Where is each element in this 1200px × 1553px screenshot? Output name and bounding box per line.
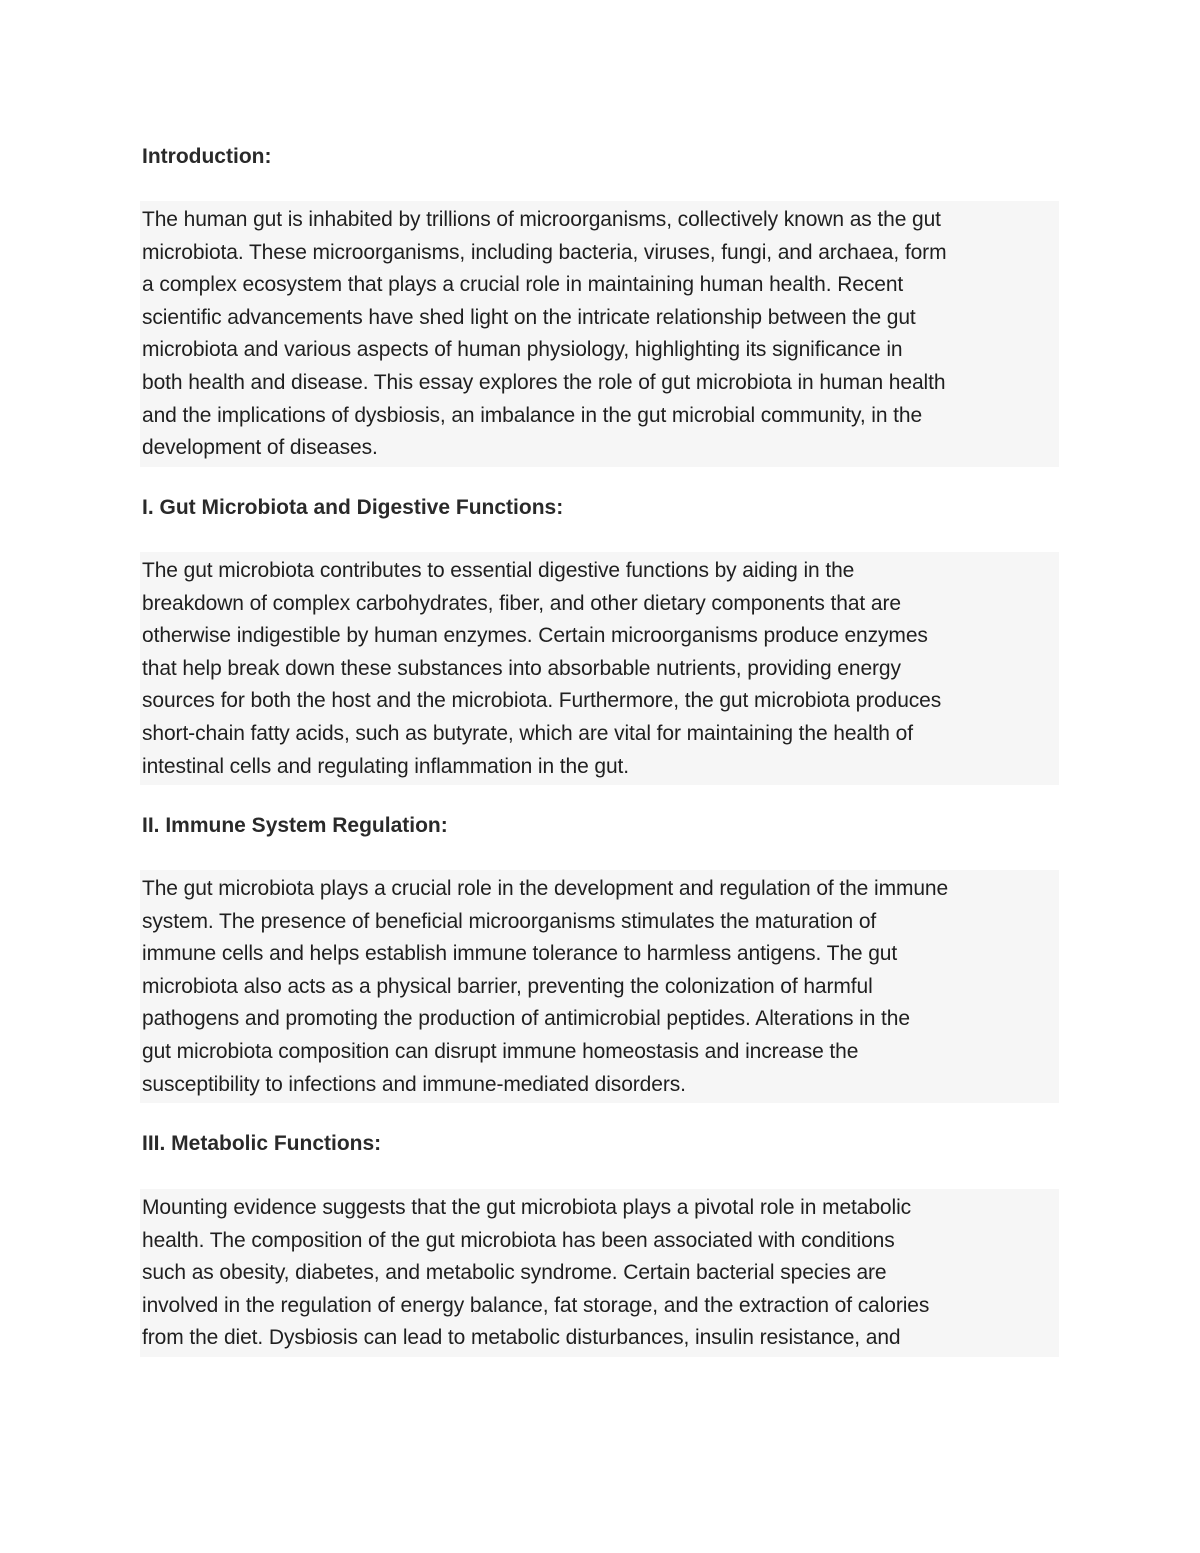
paragraph-line: from the diet. Dysbiosis can lead to metabolic disturbances, insulin resistance, and: [142, 1326, 901, 1350]
paragraph-line: health. The composition of the gut microbiota has been associated with conditions: [142, 1228, 895, 1252]
paragraph-line: pathogens and promoting the production of antimicrobial peptides. Alterations in the: [142, 1007, 910, 1031]
section-heading-introduction: Introduction:: [142, 145, 272, 168]
paragraph-line: The gut microbiota contributes to essential digestive functions by aiding in the: [142, 559, 855, 582]
section-heading-digestive-functions: I. Gut Microbiota and Digestive Functions:: [142, 496, 564, 519]
section-body-digestive-functions: [140, 552, 1059, 785]
paragraph-line: both health and disease. This essay explores the role of gut microbiota in human health: [142, 370, 946, 394]
paragraph-line: otherwise indigestible by human enzymes. Certain microorganisms produce enzymes: [142, 624, 928, 648]
paragraph-line: Mounting evidence suggests that the gut microbiota plays a pivotal role in metabolic: [142, 1196, 912, 1219]
section-body-metabolic-functions: [140, 1189, 1059, 1357]
paragraph-line: a complex ecosystem that plays a crucial role in maintaining human health. Recent: [142, 273, 904, 297]
paragraph-line: development of diseases.: [142, 436, 378, 460]
paragraph-line: short-chain fatty acids, such as butyrate, which are vital for maintaining the health of: [142, 721, 913, 745]
paragraph-line: scientific advancements have shed light on the intricate relationship between the gut: [142, 305, 916, 329]
section-body-introduction: [140, 201, 1059, 467]
paragraph-line: susceptibility to infections and immune-mediated disorders.: [142, 1072, 686, 1096]
section-heading-immune-system: II. Immune System Regulation:: [142, 814, 448, 837]
paragraph-line: microbiota. These microorganisms, including bacteria, viruses, fungi, and archaea, form: [142, 240, 947, 264]
paragraph-line: involved in the regulation of energy balance, fat storage, and the extraction of calories: [142, 1293, 930, 1317]
paragraph-line: microbiota also acts as a physical barrier, preventing the colonization of harmful: [142, 974, 873, 998]
paragraph-line: system. The presence of beneficial microorganisms stimulates the maturation of: [142, 909, 877, 933]
paragraph-line: immune cells and helps establish immune tolerance to harmless antigens. The gut: [142, 942, 898, 966]
section-body-immune-system: [140, 870, 1059, 1103]
paragraph-line: The human gut is inhabited by trillions of microorganisms, collectively known as the gut: [142, 208, 941, 231]
paragraph-line: The gut microbiota plays a crucial role in the development and regulation of the immune: [142, 877, 949, 900]
paragraph-line: gut microbiota composition can disrupt immune homeostasis and increase the: [142, 1039, 859, 1063]
paragraph-line: and the implications of dysbiosis, an imbalance in the gut microbial community, in the: [142, 403, 923, 427]
paragraph-line: intestinal cells and regulating inflammation in the gut.: [142, 754, 630, 778]
section-heading-metabolic-functions: III. Metabolic Functions:: [142, 1132, 382, 1155]
paragraph-line: that help break down these substances into absorbable nutrients, providing energy: [142, 656, 901, 680]
paragraph-line: sources for both the host and the microbiota. Furthermore, the gut microbiota produces: [142, 689, 942, 713]
paragraph-line: breakdown of complex carbohydrates, fiber, and other dietary components that are: [142, 591, 901, 615]
paragraph-line: such as obesity, diabetes, and metabolic syndrome. Certain bacterial species are: [142, 1261, 887, 1285]
paragraph-line: microbiota and various aspects of human physiology, highlighting its significance in: [142, 338, 903, 362]
